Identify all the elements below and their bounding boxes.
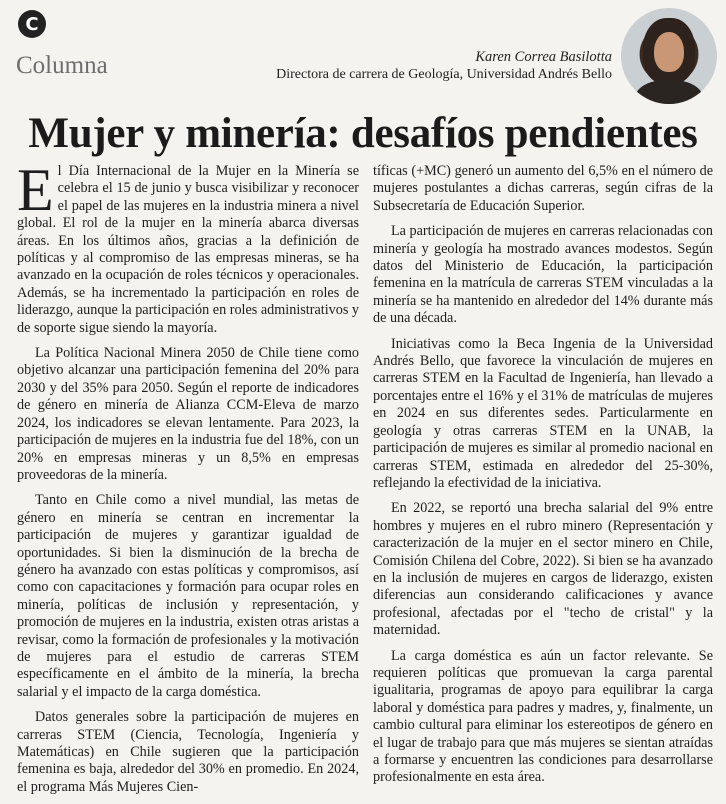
paragraph-text: l Día Internacional de la Mujer en la Minería se celebra el 15 de junio y busca visibilizar y reconocer el papel de las mujeres en la industria minera a nivel global. El rol de la mujer en la minería abarca diversas áreas. En los últimos años, gracias a la definición de políticas y al compromiso de las empresas mineras, se ha avanzado en la ocupación de roles técnicos y operacionales. Además, se ha incrementado la participación en roles de liderazgo, aunque la participación en roles administrativos y de soporte sigue siendo la mayoría.: [17, 163, 359, 336]
author-photo: [621, 8, 717, 104]
section-badge: C: [18, 10, 46, 38]
section-label: Columna: [16, 52, 108, 79]
paragraph: Datos generales sobre la participación de mujeres en carreras STEM (Ciencia, Tecnología, Ingeniería y Matemáticas) en Chile sugieren que la participación femenina es baja, alrededor del 30% en promedio. En 2024, el programa Más Mujeres Cien-: [17, 709, 359, 795]
column-right: [373, 163, 713, 795]
author-role: Directora de carrera de Geología, Universidad Andrés Bello: [276, 67, 612, 82]
article-title: Mujer y minería: desafíos pendientes: [28, 110, 698, 157]
paragraph: La Política Nacional Minera 2050 de Chile tiene como objetivo alcanzar una participación femenina del 20% para 2030 y del 35% para 2050. Según el reporte de indicadores de género en minería de Alianza CCM-Eleva de marzo 2024, los indicadores se elevan lentamente. Para 2023, la participación de mujeres en la industria fue del 18%, con un 20% en empresas mineras y un 8,5% en empresas proveedoras de la minería.: [17, 345, 359, 483]
paragraph: [17, 157, 359, 337]
paragraph: Tanto en Chile como a nivel mundial, las metas de género en minería se centran en incrementar la participación de mujeres y garantizar igualdad de oportunidades. Si bien la disminución de la brecha de género ha avanzado con estas políticas y compromisos, así como con capacitaciones y formación para ocupar roles en minería, políticas de inclusión y representación, y promoción de mujeres en la industria, existen otras aristas a revisar, como la formación de profesionales y la motivación de mujeres para el estudio de carreras STEM específicamente en el ámbito de la minería, la brecha salarial y el impacto de la carga doméstica.: [17, 492, 359, 700]
paragraph: Iniciativas como la Beca Ingenia de la Universidad Andrés Bello, que favorece la vinculación de mujeres en carreras STEM en la Facultad de Ingeniería, han llevado a porcentajes entre el 16% y el 31% de matrículas de mujeres en 2024 en sus diferentes sedes. Particularmente en geología y otras carreras STEM en la UNAB, la participación de mujeres es similar al promedio nacional en carreras STEM, estimada en alrededor del 25-30%, reflejando la efectividad de la iniciativa.: [373, 335, 713, 491]
author-block: [276, 48, 612, 84]
author-photo-body: [635, 80, 703, 104]
author-name: Karen Correa Basilotta: [475, 49, 612, 65]
paragraph: tíficas (+MC) generó un aumento del 6,5% en el número de mujeres postulantes a dichas carreras, según cifras de la Subsecretaría de Educación Superior.: [373, 163, 713, 214]
paragraph: La carga doméstica es aún un factor relevante. Se requieren políticas que promuevan la carga parental igualitaria, programas de apoyo para equilibrar la carga laboral y doméstica para padres y madres, y, finalmente, un cambio cultural para eliminar los estereotipos de género en el lugar de trabajo para que más mujeres se sientan atraídas a formarse y encuentren las condiciones para desarrollarse profesionalmente en esta área.: [373, 647, 713, 786]
column-left: [17, 157, 359, 804]
paragraph: La participación de mujeres en carreras relacionadas con minería y geología ha mostrado avances modestos. Según datos del Ministerio de Educación, la participación femenina en la matrícula de carreras STEM vinculadas a la minería se ha mantenido en alrededor del 14% durante más de una década.: [373, 223, 713, 327]
paragraph: En 2022, se reportó una brecha salarial del 9% entre hombres y mujeres en el rubro minero (Representación y caracterización de la mujer en el sector minero en Chile, Comisión Chilena del Cobre, 2022). Si bien se ha avanzado en la inclusión de mujeres en cargos de liderazgo, existen diferencias aun considerando calificaciones y avance profesional, afectadas por el "techo de cristal" y la maternidad.: [373, 500, 713, 639]
author-photo-face: [654, 32, 684, 72]
drop-cap: E: [17, 157, 54, 223]
